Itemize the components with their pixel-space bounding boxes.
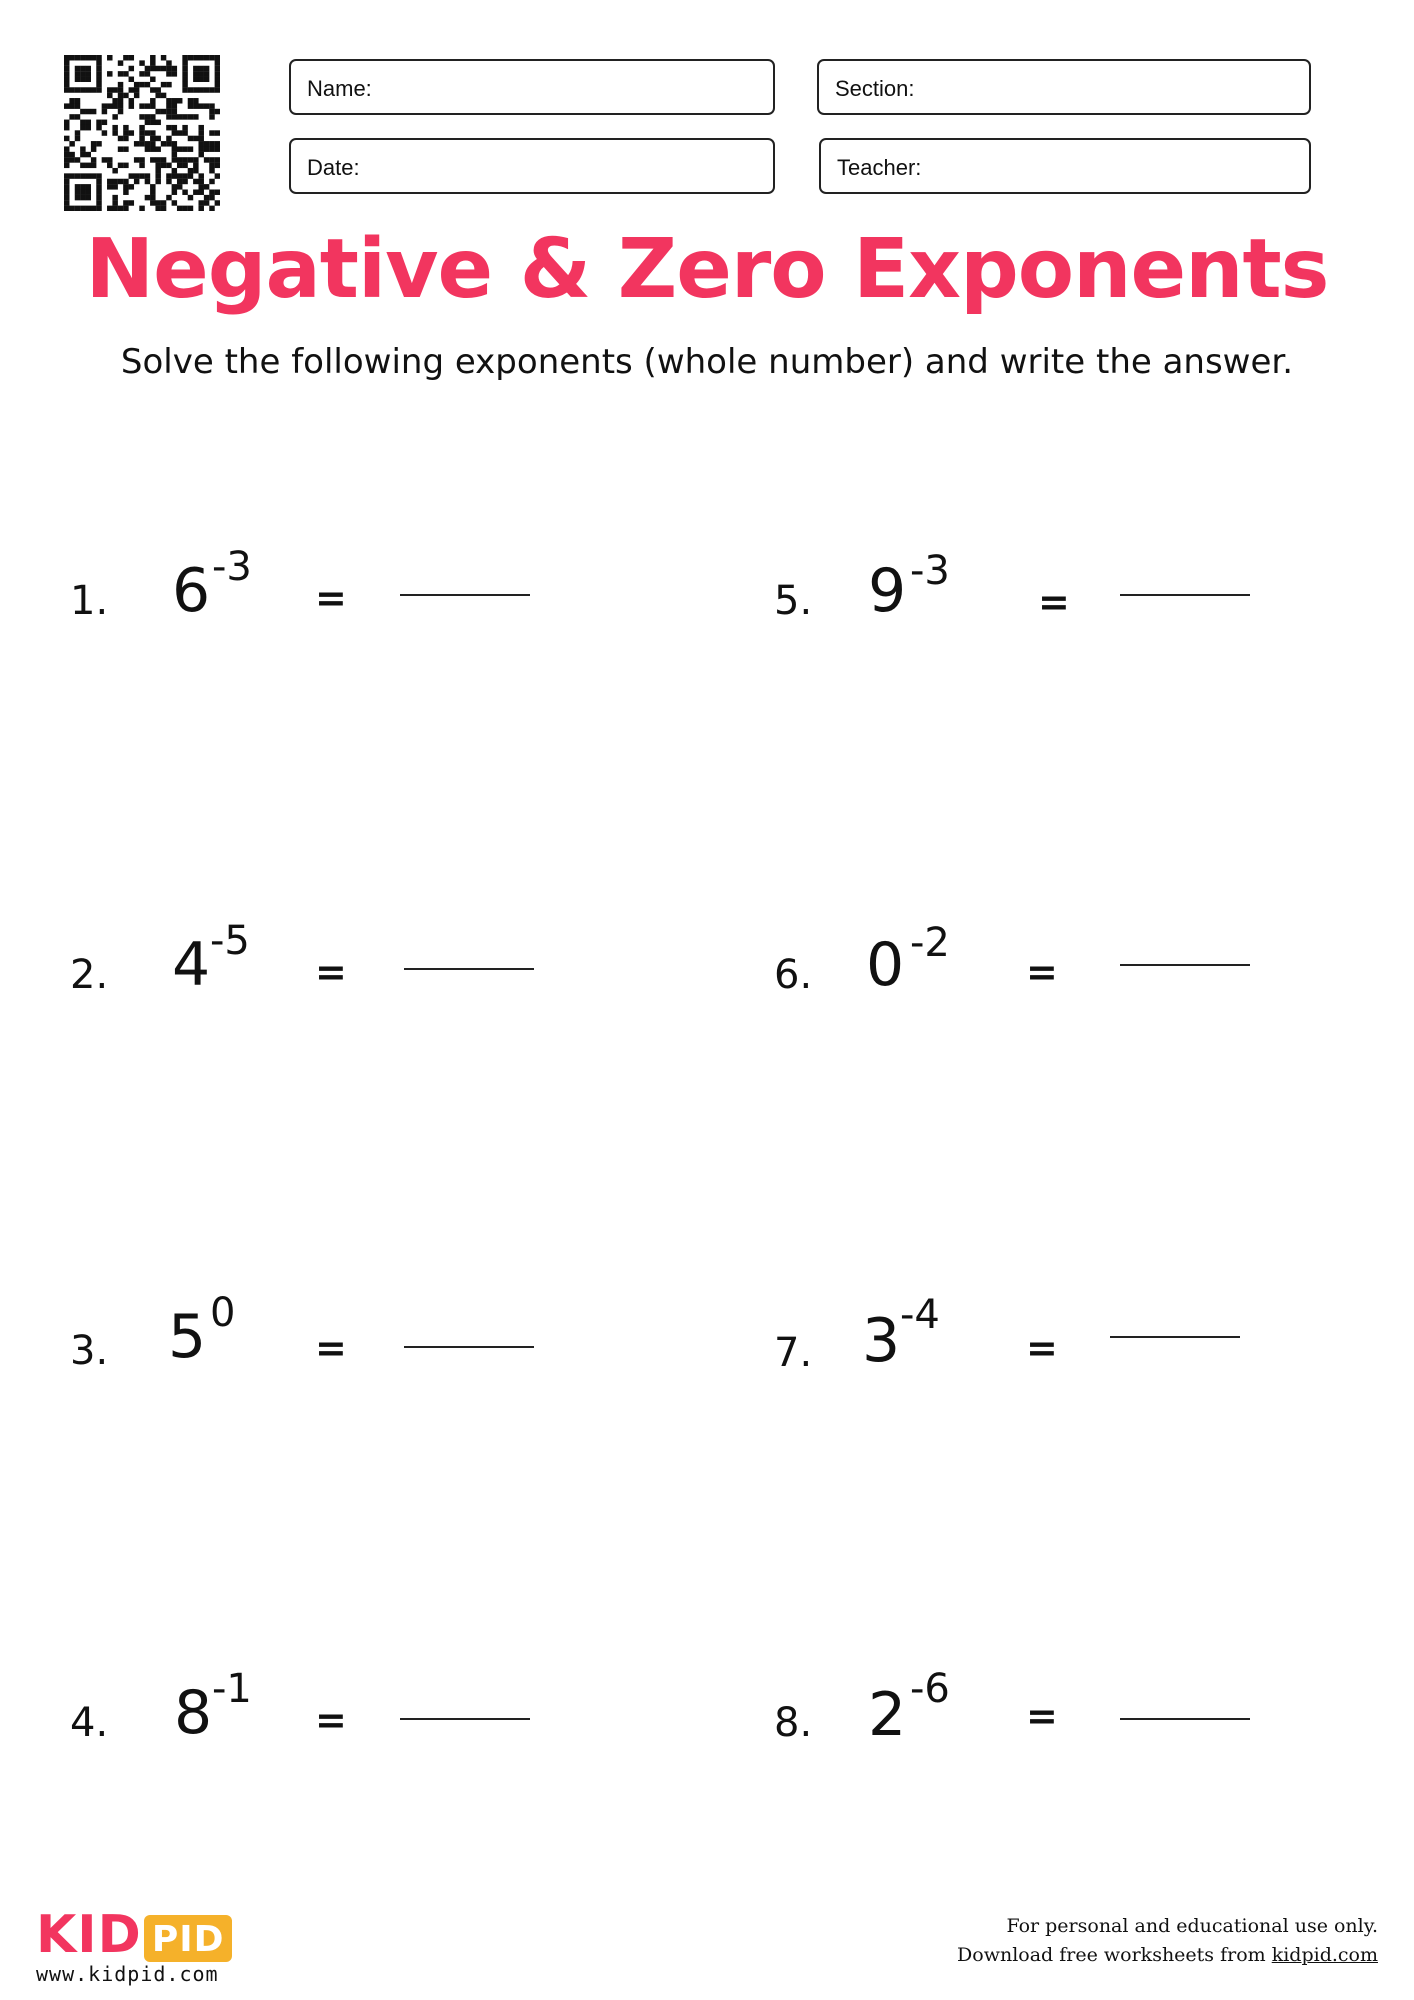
instructions: Solve the following exponents (whole number) and write the answer. bbox=[120, 342, 1294, 382]
problem-base: 2 bbox=[868, 1680, 907, 1750]
equals-sign: = bbox=[315, 1698, 347, 1742]
problem-number: 4. bbox=[70, 1700, 109, 1746]
equals-sign: = bbox=[1026, 1694, 1058, 1738]
equals-sign: = bbox=[1038, 580, 1070, 624]
logo-url: www.kidpid.com bbox=[36, 1962, 219, 1986]
section-field[interactable] bbox=[817, 59, 1311, 115]
footer-line-2-prefix: Download free worksheets from bbox=[957, 1944, 1272, 1966]
problem-exponent: 0 bbox=[210, 1290, 236, 1336]
equals-sign: = bbox=[1026, 950, 1058, 994]
problem-number: 5. bbox=[774, 578, 813, 624]
equals-sign: = bbox=[1026, 1326, 1058, 1370]
date-field[interactable] bbox=[289, 138, 775, 194]
answer-line[interactable] bbox=[1120, 964, 1250, 966]
equals-sign: = bbox=[315, 950, 347, 994]
problem-exponent: -2 bbox=[910, 920, 950, 966]
problem-exponent: -5 bbox=[210, 918, 250, 964]
date-field-label: Date: bbox=[307, 155, 360, 180]
answer-line[interactable] bbox=[400, 594, 530, 596]
answer-line[interactable] bbox=[404, 1346, 534, 1348]
problem-base: 6 bbox=[172, 556, 211, 626]
name-field-label: Name: bbox=[307, 76, 372, 101]
problem-base: 5 bbox=[168, 1302, 207, 1372]
answer-line[interactable] bbox=[400, 1718, 530, 1720]
equals-sign: = bbox=[315, 576, 347, 620]
problem-exponent: -4 bbox=[900, 1292, 940, 1338]
problem-exponent: -1 bbox=[212, 1666, 252, 1712]
problem-base: 0 bbox=[866, 930, 905, 1000]
section-field-label: Section: bbox=[835, 76, 915, 101]
teacher-field[interactable] bbox=[819, 138, 1311, 194]
footer-line-1: For personal and educational use only. bbox=[1006, 1915, 1378, 1937]
answer-line[interactable] bbox=[1120, 1718, 1250, 1720]
equals-sign: = bbox=[315, 1326, 347, 1370]
problem-exponent: -3 bbox=[910, 548, 950, 594]
problem-exponent: -6 bbox=[910, 1666, 950, 1712]
answer-line[interactable] bbox=[1120, 594, 1250, 596]
logo-pid-text: PID bbox=[144, 1915, 233, 1962]
problem-base: 4 bbox=[172, 930, 211, 1000]
kidpid-logo bbox=[36, 1905, 232, 1965]
problem-base: 8 bbox=[174, 1678, 213, 1748]
problem-number: 2. bbox=[70, 952, 109, 998]
problem-exponent: -3 bbox=[212, 544, 252, 590]
problem-number: 7. bbox=[774, 1330, 813, 1376]
problem-number: 1. bbox=[70, 578, 109, 624]
problem-base: 9 bbox=[868, 556, 907, 626]
logo-kid-text: KID bbox=[36, 1905, 142, 1965]
problem-number: 3. bbox=[70, 1328, 109, 1374]
page-title: Negative & Zero Exponents bbox=[85, 222, 1329, 317]
answer-line[interactable] bbox=[404, 968, 534, 970]
footer-notice bbox=[957, 1912, 1378, 1970]
footer-line-2 bbox=[957, 1941, 1378, 1970]
answer-line[interactable] bbox=[1110, 1336, 1240, 1338]
name-field[interactable] bbox=[289, 59, 775, 115]
qr-code-icon bbox=[64, 55, 220, 211]
problem-number: 8. bbox=[774, 1700, 813, 1746]
problem-number: 6. bbox=[774, 952, 813, 998]
teacher-field-label: Teacher: bbox=[837, 155, 922, 180]
problem-base: 3 bbox=[862, 1306, 901, 1376]
kidpid-link[interactable]: kidpid.com bbox=[1271, 1944, 1378, 1966]
